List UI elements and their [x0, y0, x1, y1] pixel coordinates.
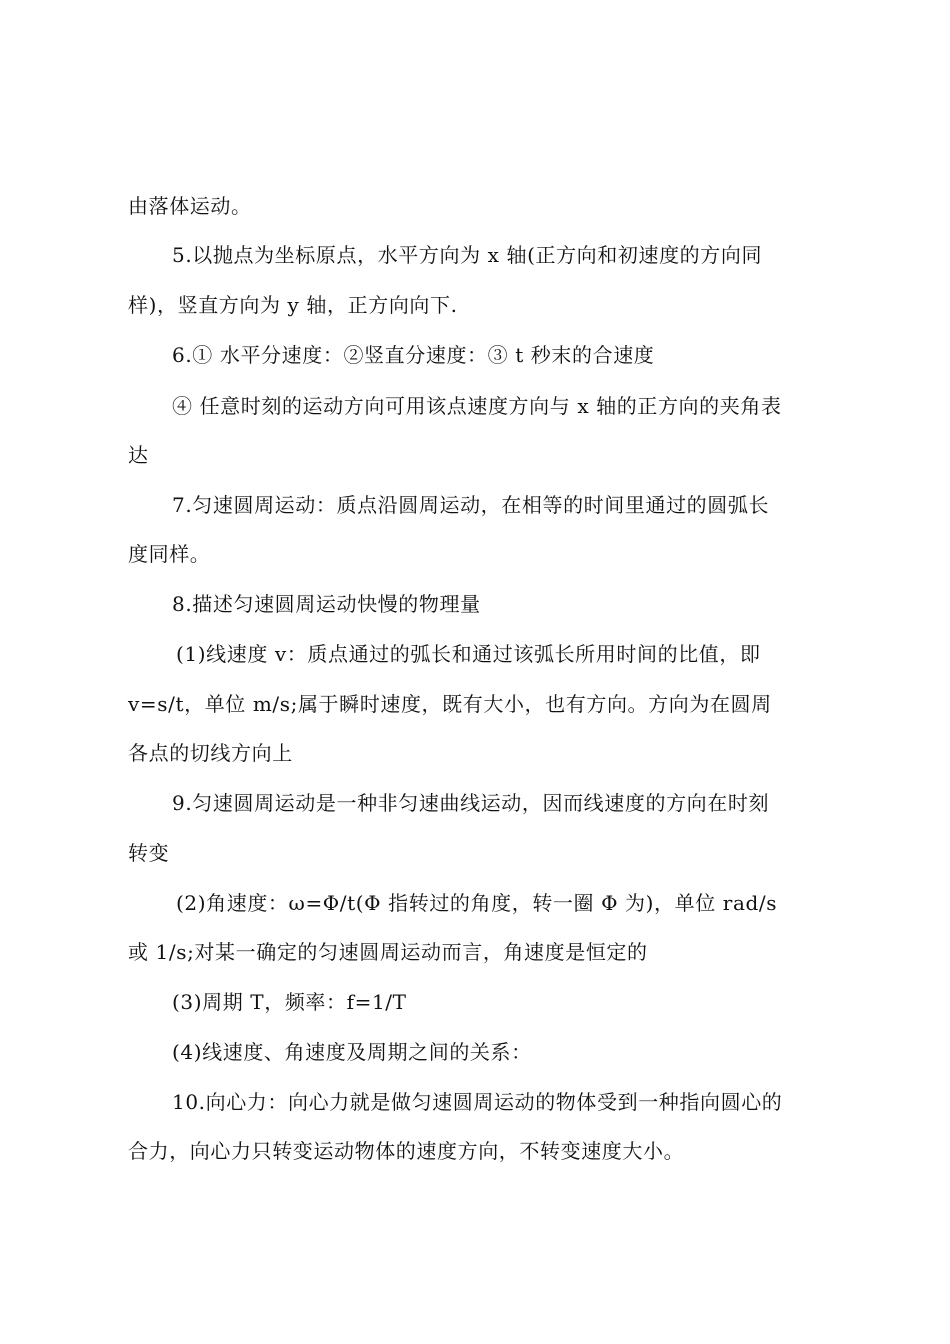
text-line-5: ④ 任意时刻的运动方向可用该点速度方向与 x 轴的正方向的夹角表	[172, 394, 782, 418]
text-line-11: v=s/t，单位 m/s;属于瞬时速度，既有大小，也有方向。方向为在圆周	[128, 692, 772, 716]
text-line-13: 9.匀速圆周运动是一种非匀速曲线运动，因而线速度的方向在时刻	[172, 791, 770, 815]
text-line-1: 由落体运动。	[128, 194, 252, 218]
text-line-15: (2)角速度：ω=Φ/t(Φ 指转过的角度，转一圈 Φ 为)，单位 rad/s	[176, 891, 778, 915]
text-line-14: 转变	[128, 841, 170, 865]
text-line-12: 各点的切线方向上	[128, 741, 293, 765]
text-line-3: 样)，竖直方向为 y 轴，正方向向下.	[128, 293, 458, 317]
text-line-7: 7.匀速圆周运动：质点沿圆周运动，在相等的时间里通过的圆弧长	[172, 493, 770, 517]
text-line-6: 达	[128, 443, 149, 467]
text-line-18: (4)线速度、角速度及周期之间的关系：	[172, 1040, 532, 1064]
text-line-8: 度同样。	[128, 542, 211, 566]
text-line-17: (3)周期 T，频率：f=1/T	[172, 990, 407, 1014]
text-line-16: 或 1/s;对某一确定的匀速圆周运动而言，角速度是恒定的	[128, 940, 648, 964]
text-line-4: 6.① 水平分速度：②竖直分速度：③ t 秒末的合速度	[172, 343, 655, 367]
text-line-20: 合力，向心力只转变运动物体的速度方向，不转变速度大小。	[128, 1139, 685, 1163]
text-line-2: 5.以抛点为坐标原点，水平方向为 x 轴(正方向和初速度的方向同	[172, 243, 763, 267]
text-line-9: 8.描述匀速圆周运动快慢的物理量	[172, 592, 481, 616]
text-line-10: (1)线速度 v：质点通过的弧长和通过该弧长所用时间的比值，即	[176, 642, 761, 666]
text-line-19: 10.向心力：向心力就是做匀速圆周运动的物体受到一种指向圆心的	[172, 1090, 783, 1114]
